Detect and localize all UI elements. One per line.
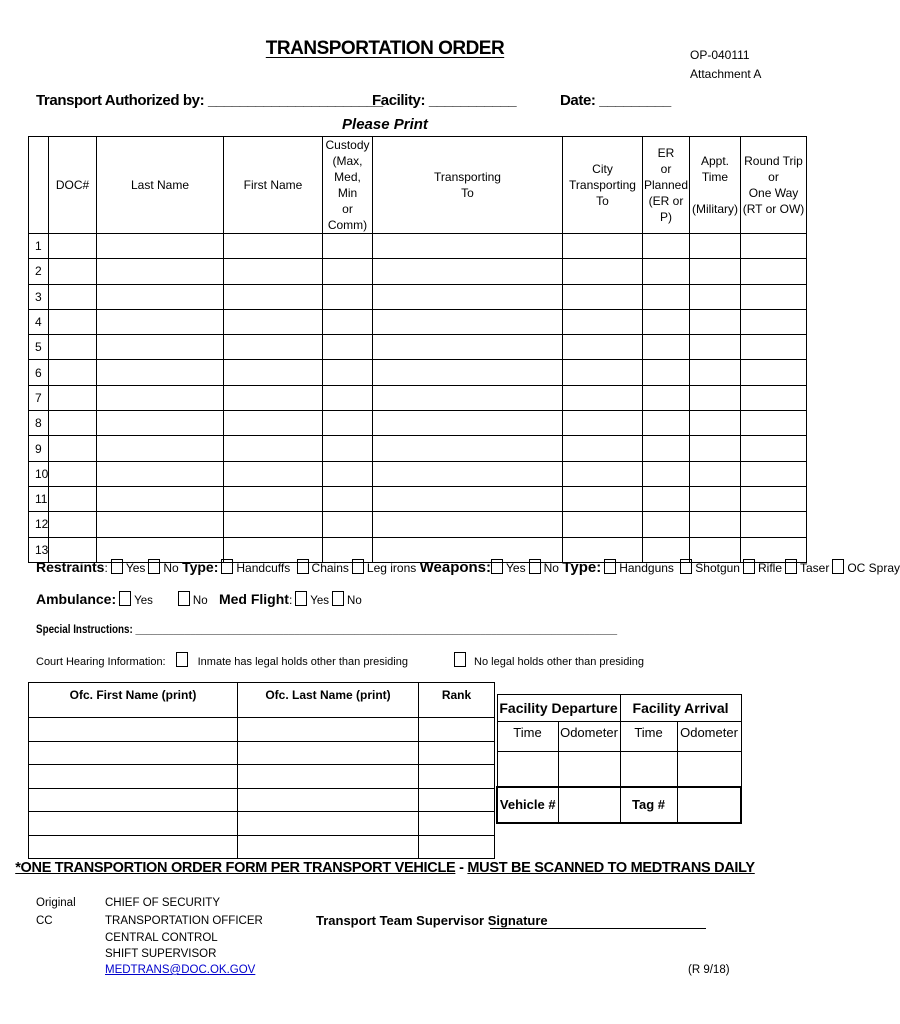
table-cell[interactable] <box>224 411 323 436</box>
table-cell[interactable] <box>690 335 741 360</box>
col-round-trip-header: Round Trip or One Way (RT or OW) <box>741 137 807 234</box>
table-cell[interactable] <box>373 461 563 486</box>
ofc-rank-header: Rank <box>419 683 495 718</box>
leg-irons-checkbox[interactable] <box>352 559 364 574</box>
row-number: 11 <box>29 486 49 511</box>
table-cell[interactable] <box>563 259 643 284</box>
restraints-line: Restraints: Yes No Type: Handcuffs Chains Leg irons Weapons: Yes No Type: Handguns Shotgun Rifle Taser OC Spray <box>36 559 900 576</box>
table-cell[interactable] <box>224 309 323 334</box>
table-cell[interactable] <box>97 335 224 360</box>
row-number: 9 <box>29 436 49 461</box>
table-row <box>29 335 807 360</box>
table-cell[interactable] <box>741 512 807 537</box>
table-cell[interactable] <box>643 385 690 410</box>
table-cell[interactable] <box>741 335 807 360</box>
table-cell[interactable] <box>97 234 224 259</box>
special-instructions-field[interactable]: Special Instructions: ________________________________________________________________________________________ <box>36 622 618 636</box>
table-cell[interactable] <box>49 335 97 360</box>
chains-checkbox[interactable] <box>297 559 309 574</box>
vehicle-label: Vehicle # <box>497 787 558 823</box>
officer-cell[interactable] <box>419 765 495 789</box>
table-cell[interactable] <box>224 486 323 511</box>
officer-cell[interactable] <box>29 788 238 812</box>
table-cell[interactable] <box>563 461 643 486</box>
facility-arrival-header: Facility Arrival <box>620 695 741 722</box>
table-cell[interactable] <box>643 309 690 334</box>
officer-cell[interactable] <box>419 741 495 765</box>
shotgun-checkbox[interactable] <box>680 559 692 574</box>
col-first-name-header: First Name <box>224 137 323 234</box>
officer-row <box>29 835 495 859</box>
table-header-row <box>29 137 807 234</box>
arrival-time-header: Time <box>620 722 677 752</box>
table-cell[interactable] <box>224 385 323 410</box>
table-cell[interactable] <box>49 234 97 259</box>
table-row <box>29 411 807 436</box>
row-number: 13 <box>29 537 49 562</box>
table-cell[interactable] <box>690 259 741 284</box>
departure-odometer-header: Odometer <box>558 722 620 752</box>
table-cell[interactable] <box>690 360 741 385</box>
table-cell[interactable] <box>563 411 643 436</box>
handguns-checkbox[interactable] <box>604 559 616 574</box>
row-number: 7 <box>29 385 49 410</box>
officer-row <box>29 718 495 742</box>
officer-cell[interactable] <box>238 788 419 812</box>
row-number: 2 <box>29 259 49 284</box>
table-cell[interactable] <box>643 436 690 461</box>
officer-cell[interactable] <box>419 788 495 812</box>
table-cell[interactable] <box>741 309 807 334</box>
no-legal-holds-option: No legal holds other than presiding <box>474 656 645 668</box>
table-cell[interactable] <box>690 486 741 511</box>
med-flight-yes-checkbox[interactable] <box>295 591 307 606</box>
ambulance-no-checkbox[interactable] <box>178 591 190 606</box>
weapons-no-checkbox[interactable] <box>529 559 541 574</box>
table-cell[interactable] <box>224 436 323 461</box>
table-cell[interactable] <box>323 259 373 284</box>
departure-odometer-cell[interactable] <box>558 752 620 788</box>
medtrans-email-link[interactable]: MEDTRANS@DOC.OK.GOV <box>105 964 256 976</box>
row-number-header <box>29 137 49 234</box>
table-cell[interactable] <box>373 360 563 385</box>
table-cell[interactable] <box>49 309 97 334</box>
officer-cell[interactable] <box>238 835 419 859</box>
row-number: 10 <box>29 461 49 486</box>
table-row <box>29 436 807 461</box>
transport-table <box>28 136 807 563</box>
table-cell[interactable] <box>323 234 373 259</box>
table-cell[interactable] <box>741 486 807 511</box>
officer-table <box>28 682 495 859</box>
table-cell[interactable] <box>224 284 323 309</box>
restraints-type-label: Type: <box>182 559 219 575</box>
row-number: 3 <box>29 284 49 309</box>
table-cell[interactable] <box>643 411 690 436</box>
table-cell[interactable] <box>690 309 741 334</box>
officer-cell[interactable] <box>29 741 238 765</box>
table-cell[interactable] <box>97 461 224 486</box>
form-title: TRANSPORTATION ORDER <box>265 38 505 59</box>
table-row <box>29 259 807 284</box>
table-cell[interactable] <box>49 284 97 309</box>
table-cell[interactable] <box>97 309 224 334</box>
facility-subheader-row <box>497 722 741 752</box>
table-cell[interactable] <box>643 461 690 486</box>
court-hearing-line <box>36 652 644 668</box>
tag-label: Tag # <box>620 787 677 823</box>
table-cell[interactable] <box>323 309 373 334</box>
table-cell[interactable] <box>373 335 563 360</box>
table-cell[interactable] <box>643 335 690 360</box>
table-cell[interactable] <box>741 385 807 410</box>
table-cell[interactable] <box>224 234 323 259</box>
officer-cell[interactable] <box>29 812 238 836</box>
table-cell[interactable] <box>741 461 807 486</box>
table-cell[interactable] <box>741 234 807 259</box>
table-cell[interactable] <box>97 486 224 511</box>
table-cell[interactable] <box>690 411 741 436</box>
table-cell[interactable] <box>323 335 373 360</box>
table-row <box>29 234 807 259</box>
table-cell[interactable] <box>323 411 373 436</box>
table-cell[interactable] <box>690 461 741 486</box>
table-cell[interactable] <box>49 385 97 410</box>
row-number: 12 <box>29 512 49 537</box>
table-cell[interactable] <box>741 411 807 436</box>
row-number: 5 <box>29 335 49 360</box>
date-field[interactable]: Date: _________ <box>560 92 671 109</box>
table-cell[interactable] <box>373 512 563 537</box>
arrival-odometer-cell[interactable] <box>677 752 741 788</box>
restraints-no-checkbox[interactable] <box>148 559 160 574</box>
row-number: 1 <box>29 234 49 259</box>
weapons-type-label: Type: <box>562 559 602 576</box>
ofc-first-name-header: Ofc. First Name (print) <box>29 683 238 718</box>
col-custody-header: Custody (Max, Med, Min or Comm) <box>323 137 373 234</box>
officer-cell[interactable] <box>238 718 419 742</box>
table-cell[interactable] <box>224 360 323 385</box>
arrival-time-cell[interactable] <box>620 752 677 788</box>
table-cell[interactable] <box>224 335 323 360</box>
table-cell[interactable] <box>323 436 373 461</box>
table-row <box>29 486 807 511</box>
vehicle-row <box>497 787 741 823</box>
cc-recipient: SHIFT SUPERVISOR <box>105 948 217 960</box>
table-cell[interactable] <box>563 512 643 537</box>
facility-field[interactable]: Facility: ___________ <box>372 92 517 109</box>
table-cell[interactable] <box>563 360 643 385</box>
original-label: Original <box>36 897 76 909</box>
table-cell[interactable] <box>49 512 97 537</box>
table-cell[interactable] <box>643 360 690 385</box>
tag-number-cell[interactable] <box>677 787 741 823</box>
officer-cell[interactable] <box>419 812 495 836</box>
table-cell[interactable] <box>224 512 323 537</box>
table-cell[interactable] <box>49 411 97 436</box>
arrival-odometer-header: Odometer <box>677 722 741 752</box>
table-cell[interactable] <box>563 284 643 309</box>
table-cell[interactable] <box>690 234 741 259</box>
table-cell[interactable] <box>373 309 563 334</box>
row-number: 8 <box>29 411 49 436</box>
authorized-by-field[interactable]: Transport Authorized by: ______________________ <box>36 92 383 109</box>
table-cell[interactable] <box>563 335 643 360</box>
table-row <box>29 309 807 334</box>
table-cell[interactable] <box>690 512 741 537</box>
cc-recipient: TRANSPORTATION OFFICER <box>105 915 263 927</box>
table-cell[interactable] <box>643 512 690 537</box>
table-cell[interactable] <box>373 436 563 461</box>
officer-cell[interactable] <box>238 765 419 789</box>
officer-row <box>29 765 495 789</box>
officer-row <box>29 788 495 812</box>
original-recipient: CHIEF OF SECURITY <box>105 897 221 909</box>
row-number: 4 <box>29 309 49 334</box>
med-flight-no-checkbox[interactable] <box>332 591 344 606</box>
signature-line[interactable] <box>490 928 706 929</box>
scan-banner: *ONE TRANSPORTION ORDER FORM PER TRANSPORT VEHICLE - MUST BE SCANNED TO MEDTRANS DAILY <box>15 860 755 876</box>
weapons-yes-checkbox[interactable] <box>491 559 503 574</box>
departure-time-cell[interactable] <box>497 752 558 788</box>
table-cell[interactable] <box>373 411 563 436</box>
table-cell[interactable] <box>49 259 97 284</box>
officer-cell[interactable] <box>419 835 495 859</box>
table-cell[interactable] <box>97 436 224 461</box>
table-cell[interactable] <box>373 234 563 259</box>
facility-departure-header: Facility Departure <box>497 695 620 722</box>
table-cell[interactable] <box>49 486 97 511</box>
table-cell[interactable] <box>323 385 373 410</box>
table-cell[interactable] <box>563 486 643 511</box>
table-cell[interactable] <box>323 284 373 309</box>
col-appt-header: Appt. Time (Military) <box>690 137 741 234</box>
officer-row <box>29 741 495 765</box>
weapons-label: Weapons: <box>419 559 492 576</box>
table-cell[interactable] <box>323 512 373 537</box>
table-cell[interactable] <box>323 461 373 486</box>
table-cell[interactable] <box>373 284 563 309</box>
table-cell[interactable] <box>690 436 741 461</box>
officer-cell[interactable] <box>419 718 495 742</box>
table-cell[interactable] <box>563 385 643 410</box>
ofc-last-name-header: Ofc. Last Name (print) <box>238 683 419 718</box>
table-cell[interactable] <box>97 385 224 410</box>
court-hearing-label: Court Hearing Information: <box>36 656 166 668</box>
table-cell[interactable] <box>643 284 690 309</box>
revision-label: (R 9/18) <box>688 964 730 976</box>
oc-spray-checkbox[interactable] <box>832 559 844 574</box>
table-cell[interactable] <box>97 259 224 284</box>
facility-header-row <box>497 695 741 722</box>
table-cell[interactable] <box>690 284 741 309</box>
table-cell[interactable] <box>373 385 563 410</box>
vehicle-number-cell[interactable] <box>558 787 620 823</box>
cc-label: CC <box>36 915 53 927</box>
table-cell[interactable] <box>97 512 224 537</box>
officer-cell[interactable] <box>29 835 238 859</box>
officer-cell[interactable] <box>238 741 419 765</box>
ambulance-line: Ambulance: Yes No Med Flight: Yes No <box>36 591 362 607</box>
col-er-header: ER or Planned (ER or P) <box>643 137 690 234</box>
facility-entry-row <box>497 752 741 788</box>
table-cell[interactable] <box>643 234 690 259</box>
departure-time-header: Time <box>497 722 558 752</box>
restraints-label: Restraints <box>36 559 105 575</box>
table-row <box>29 284 807 309</box>
taser-checkbox[interactable] <box>785 559 797 574</box>
table-cell[interactable] <box>224 461 323 486</box>
rifle-checkbox[interactable] <box>743 559 755 574</box>
officer-header-row <box>29 683 495 718</box>
officer-row <box>29 812 495 836</box>
table-row <box>29 461 807 486</box>
no-legal-holds-checkbox[interactable] <box>454 652 466 667</box>
table-cell[interactable] <box>643 259 690 284</box>
col-last-name-header: Last Name <box>97 137 224 234</box>
table-cell[interactable] <box>741 259 807 284</box>
handcuffs-checkbox[interactable] <box>221 559 233 574</box>
legal-holds-option: Inmate has legal holds other than presiding <box>197 656 408 668</box>
table-cell[interactable] <box>563 309 643 334</box>
table-cell[interactable] <box>97 360 224 385</box>
table-cell[interactable] <box>741 360 807 385</box>
facility-table <box>496 694 742 824</box>
table-cell[interactable] <box>49 461 97 486</box>
table-cell[interactable] <box>97 284 224 309</box>
table-cell[interactable] <box>323 486 373 511</box>
ambulance-yes-checkbox[interactable] <box>119 591 131 606</box>
table-cell[interactable] <box>563 234 643 259</box>
officer-cell[interactable] <box>29 765 238 789</box>
col-city-header: City Transporting To <box>563 137 643 234</box>
officer-cell[interactable] <box>29 718 238 742</box>
table-cell[interactable] <box>373 486 563 511</box>
officer-cell[interactable] <box>238 812 419 836</box>
table-cell[interactable] <box>97 411 224 436</box>
supervisor-signature-label: Transport Team Supervisor Signature <box>316 913 548 928</box>
legal-holds-yes-checkbox[interactable] <box>176 652 188 667</box>
col-doc-header: DOC# <box>49 137 97 234</box>
table-row <box>29 385 807 410</box>
attachment-label: Attachment A <box>690 67 762 81</box>
med-flight-label: Med Flight <box>218 591 289 607</box>
table-cell[interactable] <box>373 259 563 284</box>
table-cell[interactable] <box>563 436 643 461</box>
form-number: OP-040111 <box>690 48 750 62</box>
table-cell[interactable] <box>224 259 323 284</box>
table-cell[interactable] <box>49 436 97 461</box>
table-cell[interactable] <box>741 436 807 461</box>
ambulance-label: Ambulance: <box>36 591 117 607</box>
table-cell[interactable] <box>49 360 97 385</box>
cc-recipient: CENTRAL CONTROL <box>105 932 218 944</box>
table-row <box>29 512 807 537</box>
table-row <box>29 360 807 385</box>
table-cell[interactable] <box>643 486 690 511</box>
please-print-note: Please Print <box>342 116 428 133</box>
row-number: 6 <box>29 360 49 385</box>
col-transporting-to-header: Transporting To <box>373 137 563 234</box>
table-cell[interactable] <box>323 360 373 385</box>
restraints-yes-checkbox[interactable] <box>111 559 123 574</box>
table-cell[interactable] <box>741 284 807 309</box>
table-cell[interactable] <box>690 385 741 410</box>
